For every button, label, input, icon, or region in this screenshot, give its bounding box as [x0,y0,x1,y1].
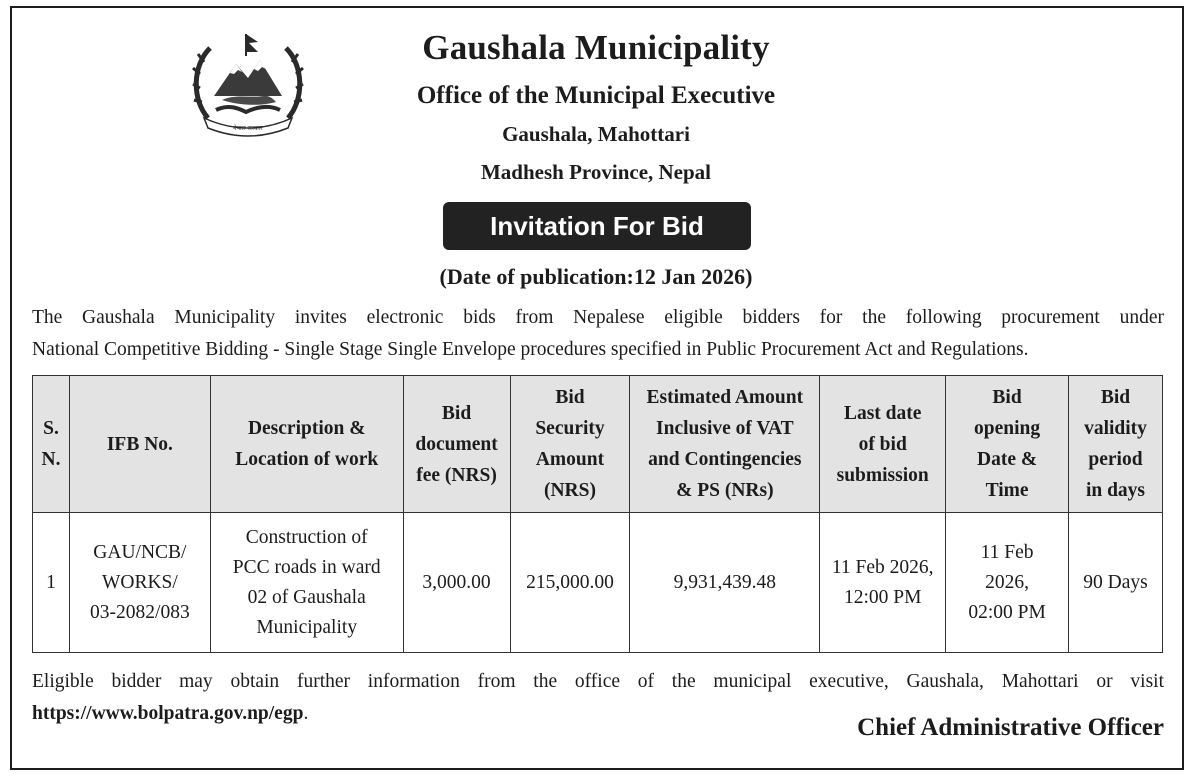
intro-paragraph [32,302,1164,366]
footer-info: Eligible bidder may obtain further information from the office of the municipal executive, Gaushala, Mahottari or visit [32,671,1164,692]
column-header-line: N. [41,449,61,470]
cell-opening-line: 11 Feb [980,541,1034,563]
column-header-line: submission [836,464,929,486]
office-location: Gaushala, Mahottari [502,122,690,146]
column-header-line: Inclusive of VAT [656,418,794,439]
column-header-line: validity [1084,418,1147,439]
signature-title: Chief Administrative Officer [857,714,1164,741]
cell-sn [33,513,70,653]
column-header-line: fee (NRS) [416,464,497,486]
column-header-line: Last date [843,402,922,424]
column-header-line: of bid [858,433,907,455]
invitation-banner: Invitation For Bid [443,202,751,250]
column-header-line: and Contingencies [648,449,802,470]
bid-table [32,375,1163,653]
cell-last-date [820,513,946,653]
office-province: Madhesh Province, Nepal [480,160,712,184]
column-header-line: Bid [441,402,472,424]
column-header-line: Description & [247,418,366,439]
cell-validity-line: 90 Days [1083,571,1148,593]
column-header [69,376,210,513]
column-header-line: & PS (NRs) [676,480,774,501]
cell-estimate [630,513,820,653]
column-header-line: Bid [1100,387,1131,408]
column-header-line: IFB No. [106,433,173,455]
bolpatra-link[interactable]: https://www.bolpatra.gov.np/egp [32,703,304,724]
cell-security [510,513,630,653]
column-header-line: Estimated Amount [646,387,804,408]
table-header-row [33,376,1163,513]
column-header [510,376,630,513]
cell-security-line: 215,000.00 [526,571,614,593]
emblem-ribbon-text: नेपाल सरकार [233,125,263,132]
column-header-line: opening [974,418,1041,439]
cell-description-line: 02 of Gaushala [247,586,366,608]
intro-line-1: The Gaushala Municipality invites electronic bids from Nepalese eligible bidders for the following procurement under [32,307,1164,328]
cell-ifb-no-line: 03-2082/083 [90,601,190,623]
office-name: Office of the Municipal Executive [416,82,776,109]
column-header-line: Location of work [235,449,379,470]
column-header-line: Amount [535,449,605,470]
municipality-title: Gaushala Municipality [422,28,770,67]
cell-description-line: PCC roads in ward [232,556,381,578]
column-header-line: document [415,433,498,455]
cell-estimate-line: 9,931,439.48 [673,571,777,593]
footer-period: . [303,703,309,724]
cell-opening [946,513,1069,653]
cell-doc-fee [403,513,510,653]
column-header-line: Bid [555,387,585,408]
cell-validity [1068,513,1162,653]
column-header [1068,376,1162,513]
cell-opening-line: 2026, [985,571,1029,593]
column-header-line: in days [1085,480,1146,501]
cell-doc-fee-line: 3,000.00 [422,571,491,593]
column-header-line: Security [535,418,605,439]
column-header-line: (NRS) [543,480,596,501]
cell-last-date-line: 12:00 PM [843,586,922,608]
column-header-line: Time [985,480,1029,501]
cell-last-date-line: 11 Feb 2026, [831,556,934,578]
publication-date: (Date of publication:12 Jan 2026) [439,264,753,289]
cell-description [210,513,403,653]
cell-ifb-no [69,513,210,653]
cell-ifb-no-line: WORKS/ [101,571,178,593]
cell-opening-line: 02:00 PM [968,601,1046,623]
column-header-line: Bid [992,387,1022,408]
cell-description-line: Municipality [256,616,358,638]
column-header [820,376,946,513]
column-header [33,376,70,513]
column-header-line: period [1088,449,1143,470]
table-row [33,513,1163,653]
column-header [210,376,403,513]
column-header [946,376,1069,513]
intro-line-2: National Competitive Bidding - Single Stage Single Envelope procedures specified in Public Procurement Act and Regulations. [32,339,1029,360]
column-header-line: S. [43,418,59,439]
cell-description-line: Construction of [245,526,368,548]
column-header [403,376,510,513]
table-body [33,513,1163,653]
cell-ifb-no-line: GAU/NCB/ [93,541,187,563]
cell-sn-line: 1 [46,571,56,593]
column-header [630,376,820,513]
column-header-line: Date & [977,449,1038,470]
